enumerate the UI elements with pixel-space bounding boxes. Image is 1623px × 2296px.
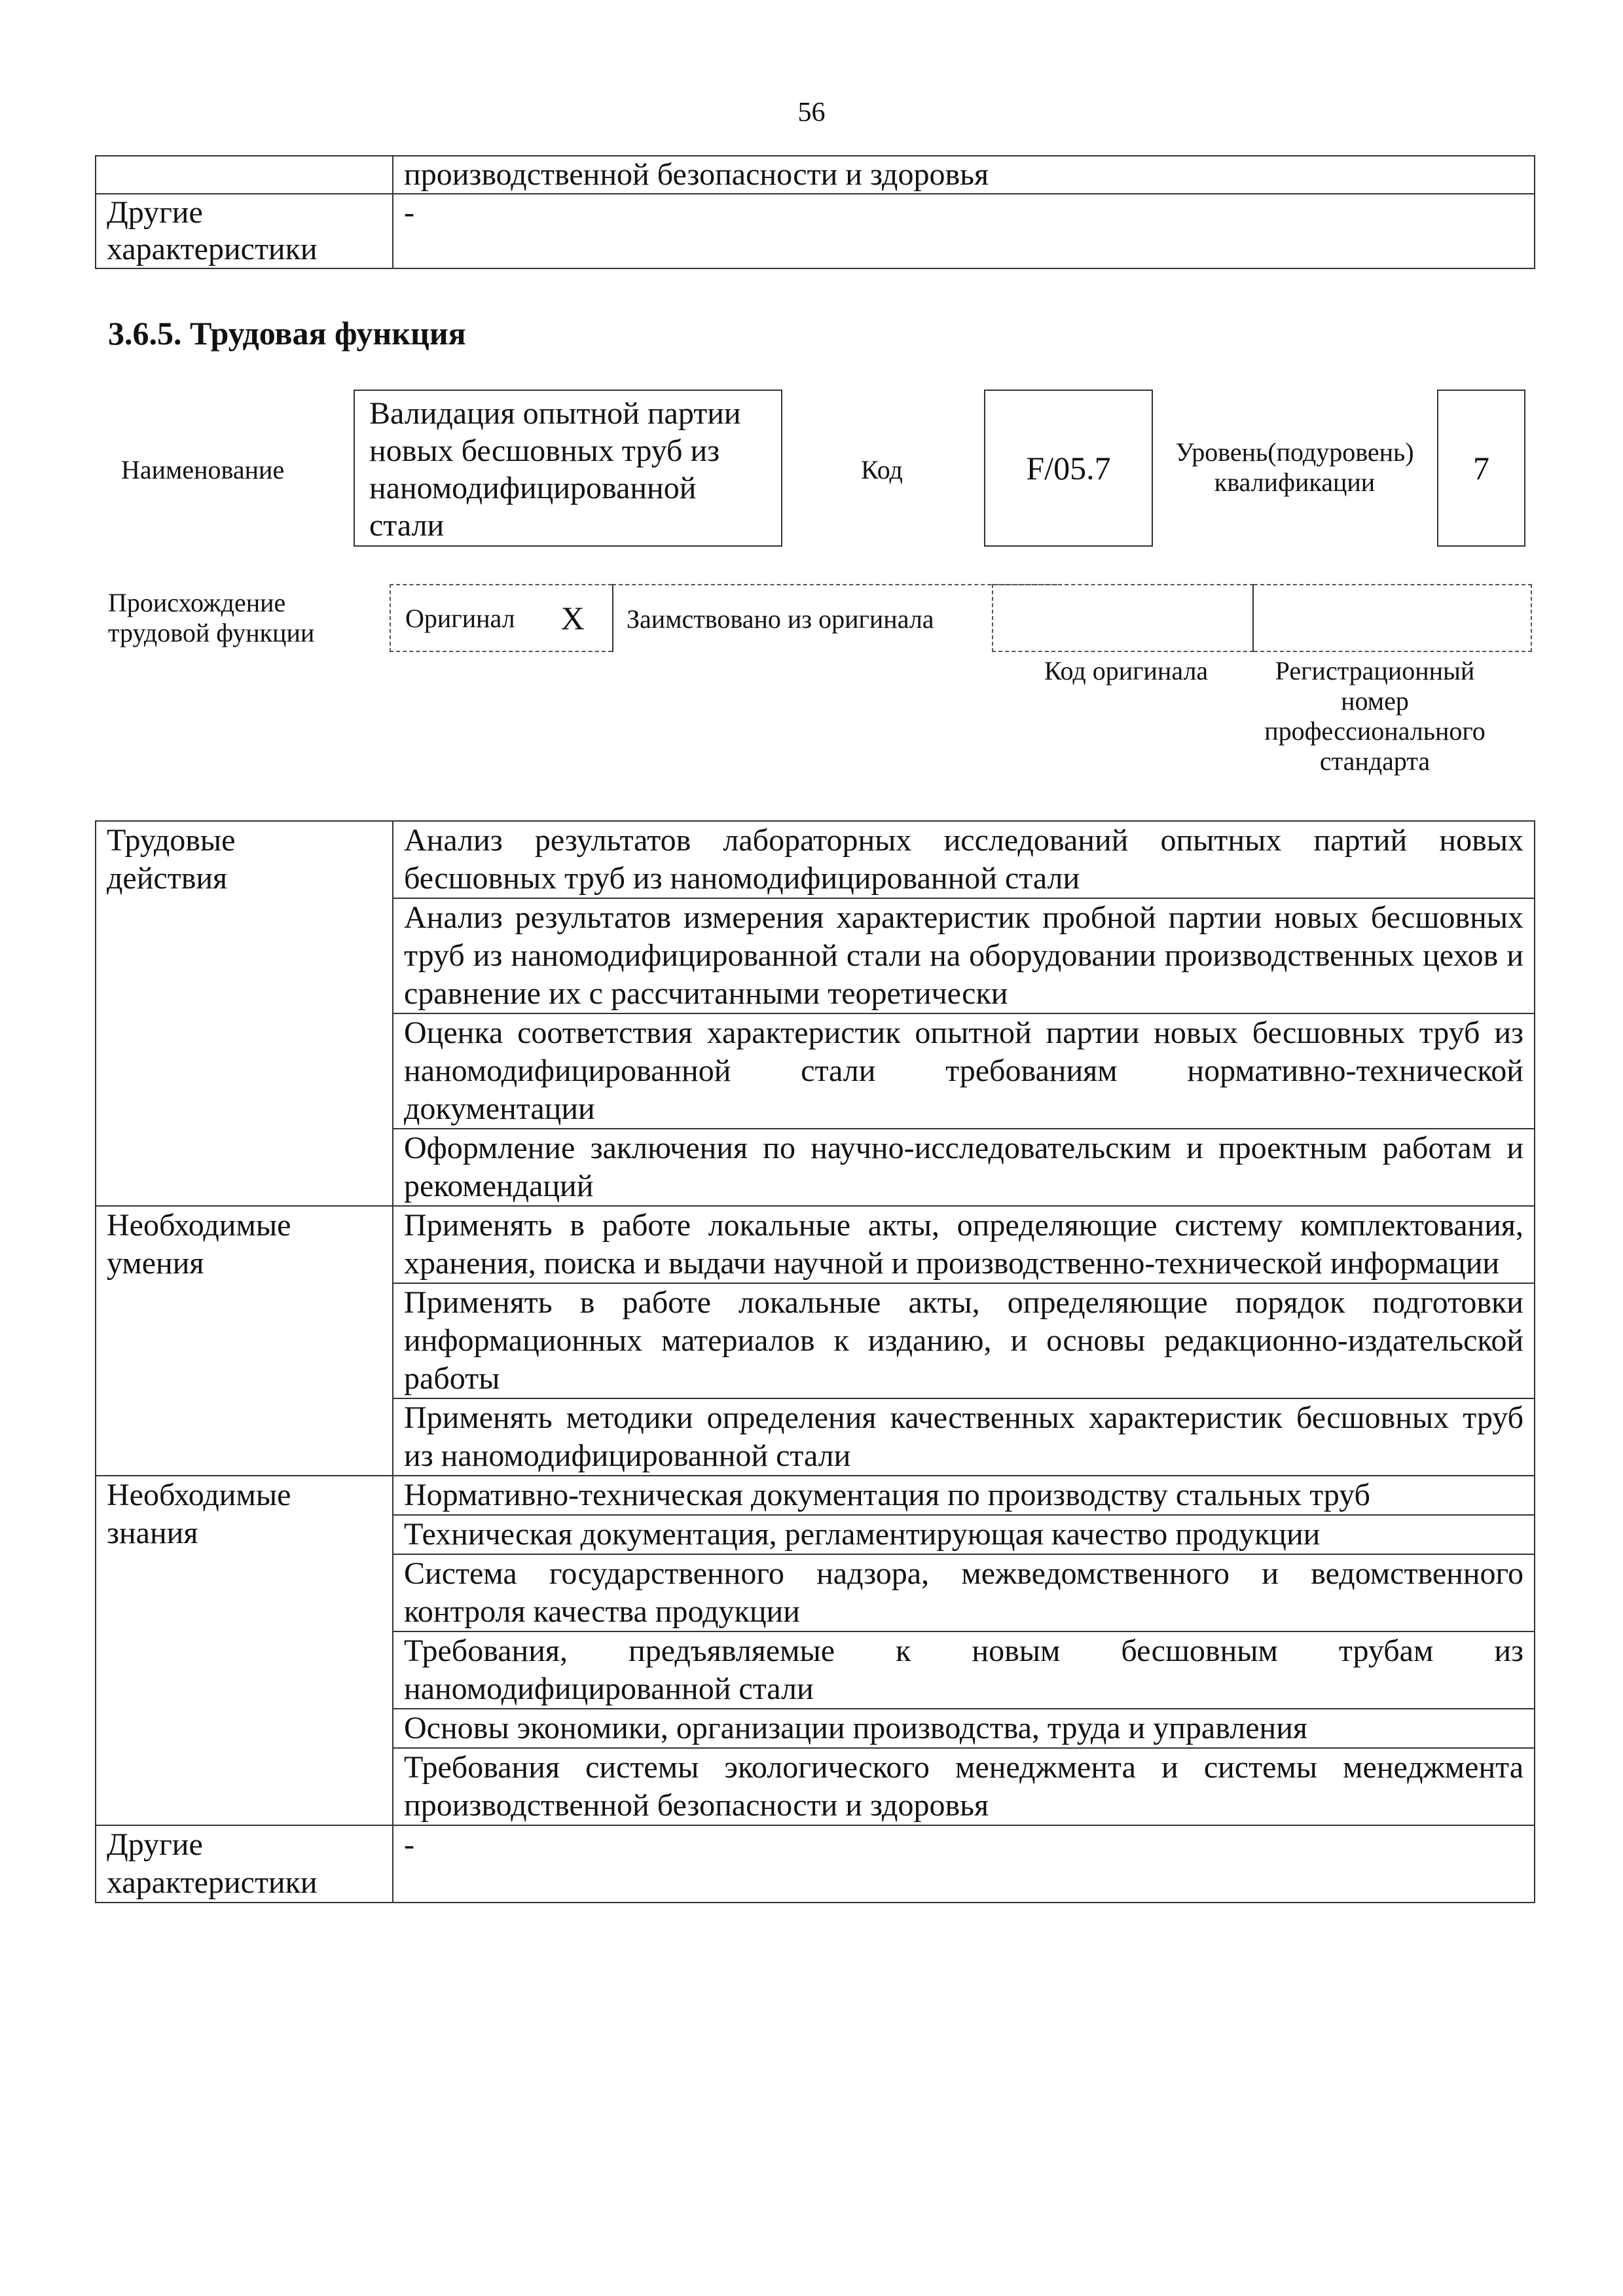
table-row (96, 1476, 1535, 1515)
skill-item: Применять в работе локальные акты, определяющие систему комплектования, хранения, поиска и выдачи научной и производственно-технической информации (393, 1206, 1535, 1283)
knowledge-item: Техническая документация, регламентирующая качество продукции (393, 1515, 1535, 1554)
page-number: 56 (797, 98, 826, 128)
original-mark: X (560, 600, 585, 636)
labor-action-item: Анализ результатов измерения характеристик пробной партии новых бесшовных труб из наномодифицированной стали на оборудовании производственных цехов и сравнение их с рассчитанными теоретически (393, 898, 1535, 1013)
label-line: Другие (107, 1827, 203, 1862)
knowledge-item: Нормативно-техническая документация по производству стальных труб (393, 1476, 1535, 1515)
origin-row (390, 584, 1532, 652)
label-line: действия (107, 861, 228, 896)
other-characteristics-value: - (393, 1825, 1535, 1903)
origin-label-line: трудовой функции (108, 618, 315, 647)
knowledge-item: Система государственного надзора, межведомственного и ведомственного контроля качества продукции (393, 1554, 1535, 1631)
table-row (96, 156, 1535, 194)
label-line: характеристики (107, 1865, 318, 1900)
function-code-box: F/05.7 (984, 390, 1153, 547)
labor-action-item: Анализ результатов лабораторных исследований опытных партий новых бесшовных труб из наномодифицированной стали (393, 821, 1535, 898)
labor-action-item: Оформление заключения по научно-исследовательским и проектным работам и рекомендаций (393, 1129, 1535, 1206)
previous-section-table (95, 155, 1535, 269)
label-line: Необходимые (107, 1478, 291, 1512)
knowledge-item: Требования, предъявляемые к новым бесшовным трубам из наномодифицированной стали (393, 1631, 1535, 1709)
other-characteristics-label (96, 194, 393, 268)
labor-actions-label (96, 821, 393, 1206)
labor-function-table (95, 820, 1535, 1903)
section-heading: 3.6.5. Трудовая функция (108, 315, 466, 352)
knowledge-item: Основы экономики, организации производства, труда и управления (393, 1709, 1535, 1748)
label-line: Трудовые (107, 823, 236, 858)
label-line: Другие (107, 195, 203, 230)
label-line: умения (107, 1246, 204, 1281)
skill-item: Применять в работе локальные акты, определяющие порядок подготовки информационных материалов к изданию, и основы редакционно-издательской работы (393, 1283, 1535, 1398)
label-line: характеристики (107, 232, 318, 266)
knowledge-item: Требования системы экологического менеджмента и системы менеджмента производственной безопасности и здоровья (393, 1748, 1535, 1825)
level-label-line: квалификации (1214, 467, 1376, 497)
labor-action-item: Оценка соответствия характеристик опытной партии новых бесшовных труб из наномодифицированной стали требованиям нормативно-технической документации (393, 1013, 1535, 1129)
code-label: Код (861, 455, 903, 484)
origin-label-line: Происхождение (108, 588, 286, 617)
continuation-cell: производственной безопасности и здоровья (393, 156, 1535, 194)
function-name-box: Валидация опытной партии новых бесшовных труб из наномодифицированной стали (354, 390, 782, 547)
code-original-cell (992, 584, 1254, 652)
level-label-line: Уровень(подуровень) (1175, 437, 1414, 467)
label-line: Необходимые (107, 1208, 291, 1243)
other-characteristics-label (96, 1825, 393, 1903)
code-original-caption: Код оригинала (1044, 656, 1209, 685)
skill-item: Применять методики определения качественных характеристик бесшовных труб из наномодифицированной стали (393, 1398, 1535, 1476)
table-row (96, 194, 1535, 268)
other-characteristics-value: - (393, 194, 1535, 268)
level-label (1162, 437, 1427, 498)
label-line: знания (107, 1516, 198, 1550)
borrowed-cell: Заимствовано из оригинала (612, 584, 1057, 652)
table-row (96, 821, 1535, 898)
qualification-level-box: 7 (1437, 390, 1525, 547)
table-row (96, 1206, 1535, 1283)
table-row (96, 1825, 1535, 1903)
origin-label (108, 588, 314, 648)
name-label: Наименование (121, 455, 285, 484)
knowledge-label (96, 1476, 393, 1825)
skills-label (96, 1206, 393, 1476)
reg-number-caption: Регистрационный номер профессионального стандарта (1264, 656, 1486, 776)
original-cell (390, 584, 612, 652)
reg-number-cell (1254, 584, 1532, 652)
original-text: Оригинал (405, 603, 515, 633)
empty-label-cell (96, 156, 393, 194)
